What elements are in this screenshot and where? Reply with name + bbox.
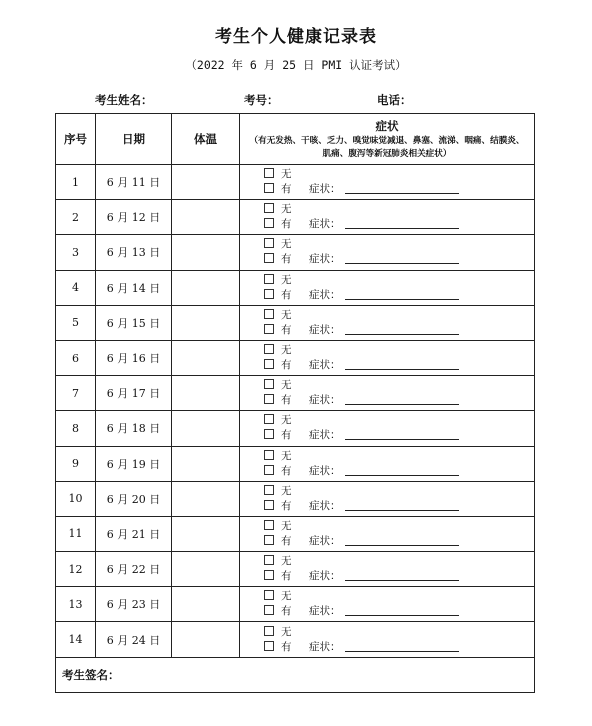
page-title: 考生个人健康记录表	[215, 27, 377, 47]
phone-label: 电话：	[377, 93, 412, 107]
symptom-label: 症状：	[309, 183, 341, 196]
checkbox-none[interactable]	[264, 379, 274, 389]
row-seq: 3	[56, 235, 96, 270]
header-row	[56, 114, 535, 165]
option-has-line	[240, 358, 534, 373]
checkbox-none[interactable]	[264, 555, 274, 565]
option-has-line	[240, 534, 534, 549]
option-has-line	[240, 288, 534, 303]
option-none-line	[240, 589, 534, 604]
row-date: 6 月 14 日	[96, 270, 172, 305]
option-has-line	[240, 464, 534, 479]
symptom-label: 症状：	[309, 323, 341, 336]
option-none-label: 无	[281, 203, 292, 216]
table-row	[56, 340, 535, 375]
row-seq: 14	[56, 622, 96, 657]
row-date: 6 月 16 日	[96, 340, 172, 375]
symptom-label: 症状：	[309, 288, 341, 301]
option-none-label: 无	[281, 344, 292, 357]
temperature-field[interactable]	[172, 587, 240, 622]
signature-cell[interactable]	[56, 657, 535, 692]
symptom-input-line[interactable]	[345, 360, 459, 370]
option-has-line	[240, 640, 534, 655]
checkbox-has[interactable]	[264, 218, 274, 228]
checkbox-none[interactable]	[264, 203, 274, 213]
option-none-line	[240, 413, 534, 428]
checkbox-none[interactable]	[264, 590, 274, 600]
option-none-line	[240, 554, 534, 569]
symptom-cell	[240, 376, 535, 411]
option-none-label: 无	[281, 519, 292, 532]
option-has-label: 有	[281, 359, 292, 372]
option-none-line	[240, 484, 534, 499]
option-none-line	[240, 202, 534, 217]
row-date: 6 月 11 日	[96, 165, 172, 200]
symptom-cell	[240, 305, 535, 340]
table-row	[56, 200, 535, 235]
symptom-label: 症状：	[309, 464, 341, 477]
symptom-label: 症状：	[309, 499, 341, 512]
option-has-label: 有	[281, 499, 292, 512]
symptom-cell	[240, 270, 535, 305]
option-none-line	[240, 378, 534, 393]
option-none-label: 无	[281, 308, 292, 321]
row-date: 6 月 13 日	[96, 235, 172, 270]
symptom-input-line[interactable]	[345, 254, 459, 264]
row-seq: 8	[56, 411, 96, 446]
table-row	[56, 481, 535, 516]
checkbox-has[interactable]	[264, 605, 274, 615]
symptom-cell	[240, 235, 535, 270]
symptom-input-line[interactable]	[345, 430, 459, 440]
symptom-cell	[240, 200, 535, 235]
checkbox-none[interactable]	[264, 168, 274, 178]
temperature-field[interactable]	[172, 340, 240, 375]
table-row	[56, 516, 535, 551]
option-has-label: 有	[281, 323, 292, 336]
row-date: 6 月 24 日	[96, 622, 172, 657]
symptom-input-line[interactable]	[345, 219, 459, 229]
temperature-field[interactable]	[172, 446, 240, 481]
checkbox-none[interactable]	[264, 414, 274, 424]
temperature-field[interactable]	[172, 305, 240, 340]
symptom-cell	[240, 587, 535, 622]
table-row	[56, 235, 535, 270]
temperature-field[interactable]	[172, 270, 240, 305]
symptom-cell	[240, 411, 535, 446]
id-label: 考号：	[244, 93, 279, 107]
symptom-input-line[interactable]	[345, 642, 459, 652]
checkbox-has[interactable]	[264, 429, 274, 439]
option-none-label: 无	[281, 238, 292, 251]
health-record-table	[55, 113, 535, 693]
page-subtitle: （2022 年 6 月 25 日 PMI 认证考试）	[185, 58, 407, 72]
symptom-label: 症状：	[309, 359, 341, 372]
checkbox-has[interactable]	[264, 253, 274, 263]
option-has-line	[240, 428, 534, 443]
checkbox-none[interactable]	[264, 344, 274, 354]
row-seq: 13	[56, 587, 96, 622]
checkbox-has[interactable]	[264, 641, 274, 651]
row-seq: 1	[56, 165, 96, 200]
table-row	[56, 305, 535, 340]
symptom-label: 症状：	[309, 534, 341, 547]
table-row	[56, 587, 535, 622]
option-has-line	[240, 604, 534, 619]
row-date: 6 月 23 日	[96, 587, 172, 622]
symptom-input-line[interactable]	[345, 184, 459, 194]
symptom-input-line[interactable]	[345, 501, 459, 511]
option-none-line	[240, 519, 534, 534]
symptom-cell	[240, 340, 535, 375]
checkbox-none[interactable]	[264, 520, 274, 530]
option-none-line	[240, 273, 534, 288]
option-has-line	[240, 182, 534, 197]
checkbox-has[interactable]	[264, 394, 274, 404]
checkbox-has[interactable]	[264, 324, 274, 334]
option-none-line	[240, 237, 534, 252]
option-has-line	[240, 217, 534, 232]
temperature-field[interactable]	[172, 481, 240, 516]
option-has-label: 有	[281, 570, 292, 583]
row-date: 6 月 22 日	[96, 552, 172, 587]
row-date: 6 月 12 日	[96, 200, 172, 235]
symptom-input-line[interactable]	[345, 606, 459, 616]
option-none-label: 无	[281, 625, 292, 638]
table-row	[56, 411, 535, 446]
row-seq: 2	[56, 200, 96, 235]
symptom-input-line[interactable]	[345, 466, 459, 476]
checkbox-none[interactable]	[264, 238, 274, 248]
table-row	[56, 165, 535, 200]
row-seq: 6	[56, 340, 96, 375]
table-row	[56, 376, 535, 411]
row-date: 6 月 15 日	[96, 305, 172, 340]
table-row	[56, 446, 535, 481]
symptom-input-line[interactable]	[345, 395, 459, 405]
option-has-label: 有	[281, 394, 292, 407]
checkbox-has[interactable]	[264, 535, 274, 545]
temperature-field[interactable]	[172, 235, 240, 270]
option-has-line	[240, 323, 534, 338]
option-has-label: 有	[281, 288, 292, 301]
symptom-label: 症状：	[309, 570, 341, 583]
option-none-label: 无	[281, 484, 292, 497]
temperature-field[interactable]	[172, 200, 240, 235]
symptom-label: 症状：	[309, 640, 341, 653]
option-has-line	[240, 252, 534, 267]
checkbox-none[interactable]	[264, 485, 274, 495]
option-none-line	[240, 449, 534, 464]
name-label: 考生姓名：	[95, 93, 153, 107]
option-none-label: 无	[281, 555, 292, 568]
row-date: 6 月 21 日	[96, 516, 172, 551]
temperature-field[interactable]	[172, 165, 240, 200]
checkbox-has[interactable]	[264, 465, 274, 475]
checkbox-has[interactable]	[264, 289, 274, 299]
checkbox-has[interactable]	[264, 570, 274, 580]
symptom-cell	[240, 622, 535, 657]
row-date: 6 月 20 日	[96, 481, 172, 516]
option-has-label: 有	[281, 218, 292, 231]
header-temp: 体温	[172, 114, 240, 165]
option-none-line	[240, 167, 534, 182]
option-has-label: 有	[281, 534, 292, 547]
option-has-label: 有	[281, 429, 292, 442]
temperature-field[interactable]	[172, 516, 240, 551]
row-seq: 9	[56, 446, 96, 481]
option-has-label: 有	[281, 183, 292, 196]
row-seq: 10	[56, 481, 96, 516]
signature-label: 考生签名：	[62, 667, 120, 682]
table-row	[56, 270, 535, 305]
checkbox-has[interactable]	[264, 183, 274, 193]
table-row	[56, 552, 535, 587]
option-none-label: 无	[281, 379, 292, 392]
option-has-label: 有	[281, 640, 292, 653]
option-none-line	[240, 343, 534, 358]
option-none-label: 无	[281, 414, 292, 427]
option-none-label: 无	[281, 273, 292, 286]
temperature-field[interactable]	[172, 552, 240, 587]
row-date: 6 月 18 日	[96, 411, 172, 446]
checkbox-none[interactable]	[264, 274, 274, 284]
header-symptom-title: 症状	[375, 118, 399, 133]
symptom-input-line[interactable]	[345, 536, 459, 546]
option-has-label: 有	[281, 464, 292, 477]
checkbox-none[interactable]	[264, 626, 274, 636]
option-has-label: 有	[281, 605, 292, 618]
row-seq: 5	[56, 305, 96, 340]
row-seq: 12	[56, 552, 96, 587]
row-seq: 11	[56, 516, 96, 551]
symptom-label: 症状：	[309, 429, 341, 442]
row-date: 6 月 17 日	[96, 376, 172, 411]
checkbox-has[interactable]	[264, 359, 274, 369]
symptom-label: 症状：	[309, 253, 341, 266]
symptom-label: 症状：	[309, 218, 341, 231]
symptom-label: 症状：	[309, 394, 341, 407]
symptom-cell	[240, 481, 535, 516]
option-none-label: 无	[281, 590, 292, 603]
symptom-input-line[interactable]	[345, 571, 459, 581]
table-row	[56, 622, 535, 657]
temperature-field[interactable]	[172, 376, 240, 411]
option-none-line	[240, 625, 534, 640]
header-seq: 序号	[56, 114, 96, 165]
header-date: 日期	[96, 114, 172, 165]
option-has-line	[240, 499, 534, 514]
option-has-line	[240, 393, 534, 408]
header-symptom-desc: （有无发热、干咳、乏力、嗅觉味觉减退、鼻塞、流涕、咽痛、结膜炎、肌痛、腹泻等新冠肺炎相关症状）	[249, 135, 525, 159]
checkbox-has[interactable]	[264, 500, 274, 510]
option-has-label: 有	[281, 253, 292, 266]
option-none-label: 无	[281, 168, 292, 181]
temperature-field[interactable]	[172, 411, 240, 446]
symptom-cell	[240, 165, 535, 200]
checkbox-none[interactable]	[264, 309, 274, 319]
option-none-label: 无	[281, 449, 292, 462]
symptom-input-line[interactable]	[345, 290, 459, 300]
row-date: 6 月 19 日	[96, 446, 172, 481]
header-symptom	[240, 114, 535, 165]
option-none-line	[240, 308, 534, 323]
symptom-cell	[240, 552, 535, 587]
row-seq: 7	[56, 376, 96, 411]
temperature-field[interactable]	[172, 622, 240, 657]
symptom-label: 症状：	[309, 605, 341, 618]
symptom-cell	[240, 516, 535, 551]
checkbox-none[interactable]	[264, 450, 274, 460]
option-has-line	[240, 569, 534, 584]
symptom-cell	[240, 446, 535, 481]
symptom-input-line[interactable]	[345, 325, 459, 335]
row-seq: 4	[56, 270, 96, 305]
signature-row	[56, 657, 535, 692]
